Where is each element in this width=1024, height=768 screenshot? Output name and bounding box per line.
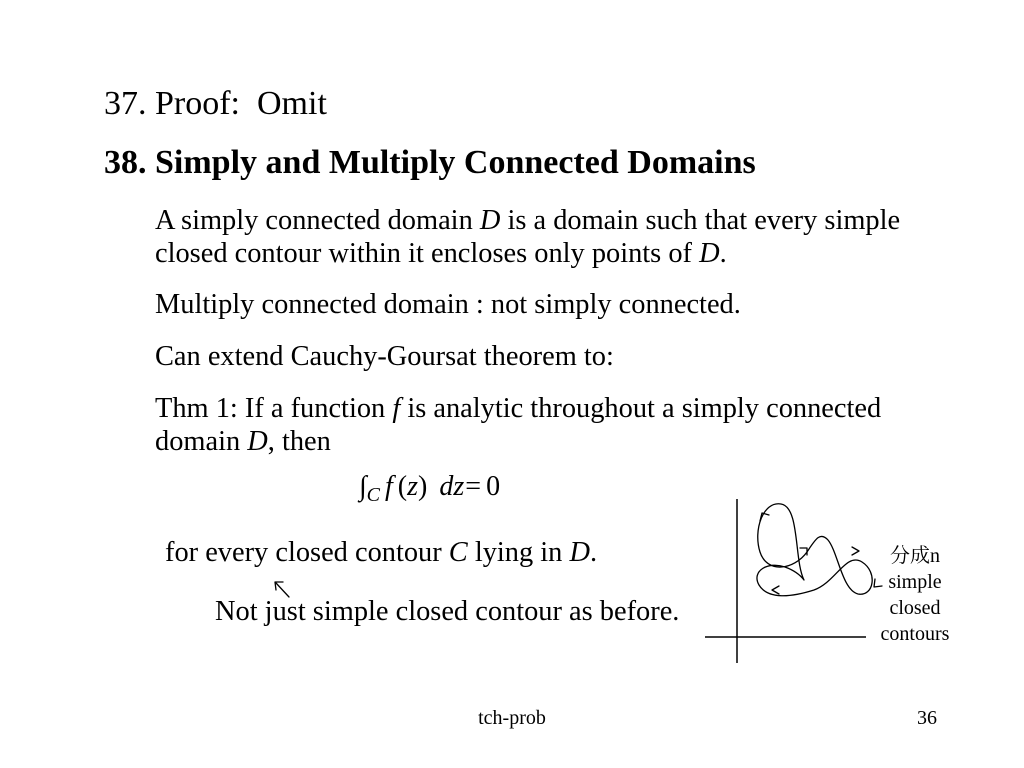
condition-text: .	[590, 537, 598, 568]
closed-contour-curve	[757, 504, 872, 596]
domain-symbol: D	[247, 426, 268, 457]
pointer-arrow-head	[275, 582, 283, 590]
definition-text: closed contour within it encloses only points of	[155, 238, 700, 269]
footer-title: tch-prob	[478, 707, 546, 729]
direction-arrow-icon	[772, 586, 779, 594]
direction-arrow-icon	[800, 548, 807, 555]
remark-note: Not just simple closed contour as before.	[215, 596, 680, 627]
formula-variable: z	[407, 471, 419, 502]
equals-sign: =	[465, 471, 482, 502]
direction-arrow-icon	[760, 513, 769, 521]
formula-result: 0	[486, 471, 501, 502]
figure-label-line: simple	[888, 571, 942, 593]
open-paren: (	[397, 471, 408, 502]
theorem-text: is analytic throughout a simply connected	[400, 393, 882, 424]
proof-item: 37. Proof: Omit	[104, 85, 327, 122]
formula-differential: dz	[439, 471, 465, 502]
function-symbol: f	[392, 393, 401, 424]
figure-label-line: contours	[880, 623, 950, 645]
theorem-line-1	[155, 392, 881, 425]
theorem-text: , then	[267, 426, 331, 457]
definition-text: A simply connected domain	[155, 205, 480, 236]
domain-symbol: D	[479, 205, 501, 236]
domain-symbol: D	[569, 537, 590, 568]
definition-line-2	[155, 237, 727, 270]
direction-arrow-icon	[852, 547, 859, 555]
figure-label-line: closed	[889, 597, 941, 619]
multiply-connected-definition: Multiply connected domain : not simply connected.	[155, 289, 741, 320]
theorem-text: domain	[155, 426, 248, 457]
section-heading: 38. Simply and Multiply Connected Domains	[104, 144, 756, 181]
integral-formula	[359, 470, 500, 506]
contour-symbol: C	[448, 537, 468, 568]
formula-function: f	[385, 471, 393, 502]
theorem-text: Thm 1: If a function	[155, 393, 393, 424]
close-paren: )	[418, 471, 428, 502]
condition-text: lying in	[467, 537, 570, 568]
figure-label	[865, 543, 965, 647]
integral-sign: ∫	[359, 471, 367, 502]
condition-text: for every closed contour	[165, 537, 449, 568]
definition-text: is a domain such that every simple	[500, 205, 901, 236]
definition-text: .	[719, 238, 727, 269]
page-number: 36	[917, 707, 937, 729]
contour-subscript: C	[366, 484, 381, 506]
domain-symbol: D	[699, 238, 720, 269]
extension-statement: Can extend Cauchy-Goursat theorem to:	[155, 341, 614, 372]
definition-line-1	[155, 204, 900, 237]
figure-label-line: 分成n	[890, 545, 940, 567]
theorem-line-2	[155, 425, 331, 458]
condition-line	[165, 536, 597, 569]
